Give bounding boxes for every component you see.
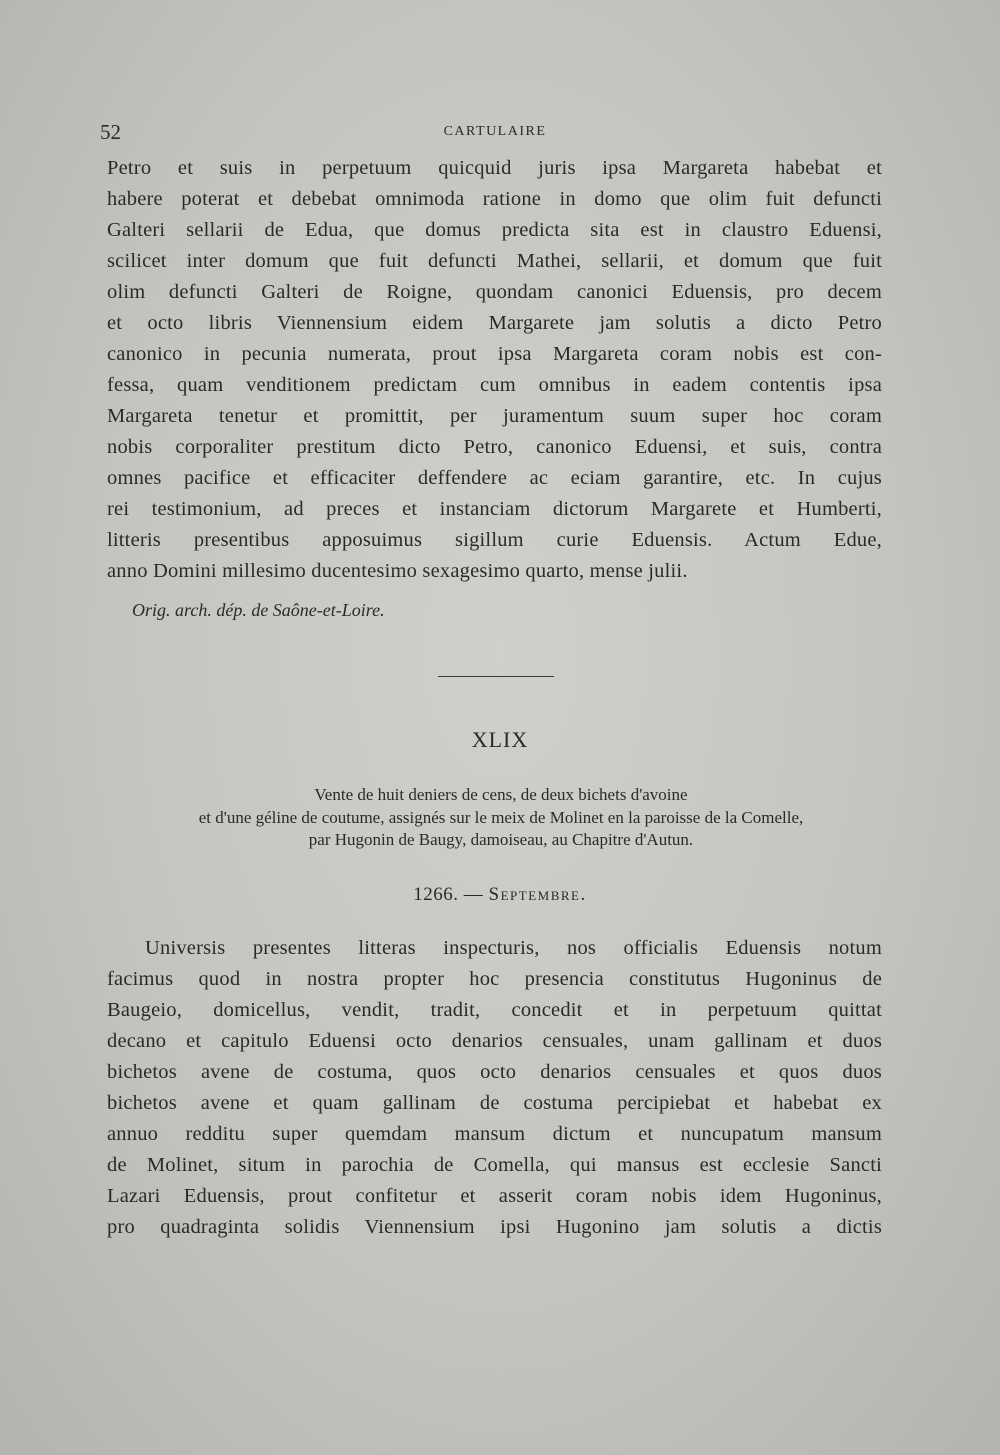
text-line: Petro et suis in perpetuum quicquid juris ipsa Margareta habebat et [107, 157, 882, 179]
continued-charter-text [107, 153, 882, 587]
text-line: habere poterat et debebat omnimoda ratione in domo que olim fuit defuncti [107, 188, 882, 210]
text-line: Universis presentes litteras inspecturis, nos officialis Eduensis notum [145, 937, 882, 959]
page-header [100, 120, 890, 148]
charter-date-year: 1266. — [413, 884, 484, 905]
section-divider [438, 676, 554, 677]
text-line: litteris presentibus apposuimus sigillum curie Eduensis. Actum Edue, [107, 529, 882, 551]
text-line: olim defuncti Galteri de Roigne, quondam canonici Eduensis, pro decem [107, 281, 882, 303]
text-line: pro quadraginta solidis Viennensium ipsi Hugonino jam solutis a dictis [107, 1216, 882, 1238]
text-line: nobis corporaliter prestitum dicto Petro, canonico Eduensi, et suis, contra [107, 436, 882, 458]
text-line: scilicet inter domum que fuit defuncti Mathei, sellarii, et domum que fuit [107, 250, 882, 272]
text-line: Margareta tenetur et promittit, per juramentum suum super hoc coram [107, 405, 882, 427]
text-line: Lazari Eduensis, prout confitetur et asserit coram nobis idem Hugoninus, [107, 1185, 882, 1207]
text-line: bichetos avene et quam gallinam de costuma percipiebat et habebat ex [107, 1092, 882, 1114]
summary-line: par Hugonin de Baugy, damoiseau, au Chapitre d'Autun. [308, 830, 694, 849]
text-line: et octo libris Viennensium eidem Margarete jam solutis a dicto Petro [107, 312, 882, 334]
text-line: fessa, quam venditionem predictam cum omnibus in eadem contentis ipsa [107, 374, 882, 396]
text-line: canonico in pecunia numerata, prout ipsa Margareta coram nobis est con- [107, 343, 882, 365]
source-citation: Orig. arch. dép. de Saône-et-Loire. [132, 600, 385, 620]
text-line: facimus quod in nostra propter hoc presencia constitutus Hugoninus de [107, 968, 882, 990]
text-line: rei testimonium, ad preces et instanciam dictorum Margarete et Humberti, [107, 498, 882, 520]
charter-date-month: Septembre. [488, 884, 587, 905]
charter-date [0, 884, 1000, 906]
summary-line: Vente de huit deniers de cens, de deux bichets d'avoine [314, 785, 688, 804]
text-line: Galteri sellarii de Edua, que domus predicta sita est in claustro Eduensi, [107, 219, 882, 241]
text-line: decano et capitulo Eduensi octo denarios censuales, unam gallinam et duos [107, 1030, 882, 1052]
running-head: CARTULAIRE [443, 124, 547, 139]
text-line: bichetos avene de costuma, quos octo denarios censuales et quos duos [107, 1061, 882, 1083]
charter-summary [112, 784, 890, 852]
text-line: de Molinet, situm in parochia de Comella, qui mansus est ecclesie Sancti [107, 1154, 882, 1176]
text-line: omnes pacifice et efficaciter deffendere ac eciam garantire, etc. In cujus [107, 467, 882, 489]
text-line: annuo redditu super quemdam mansum dictum et nuncupatum mansum [107, 1123, 882, 1145]
page-number: 52 [100, 120, 121, 144]
charter-number: XLIX [471, 727, 529, 752]
text-line: Baugeio, domicellus, vendit, tradit, concedit et in perpetuum quittat [107, 999, 882, 1021]
charter-text [107, 933, 882, 1243]
text-line: anno Domini millesimo ducentesimo sexagesimo quarto, mense julii. [107, 560, 688, 582]
summary-line: et d'une géline de coutume, assignés sur le meix de Molinet en la paroisse de la Comelle, [198, 807, 804, 827]
